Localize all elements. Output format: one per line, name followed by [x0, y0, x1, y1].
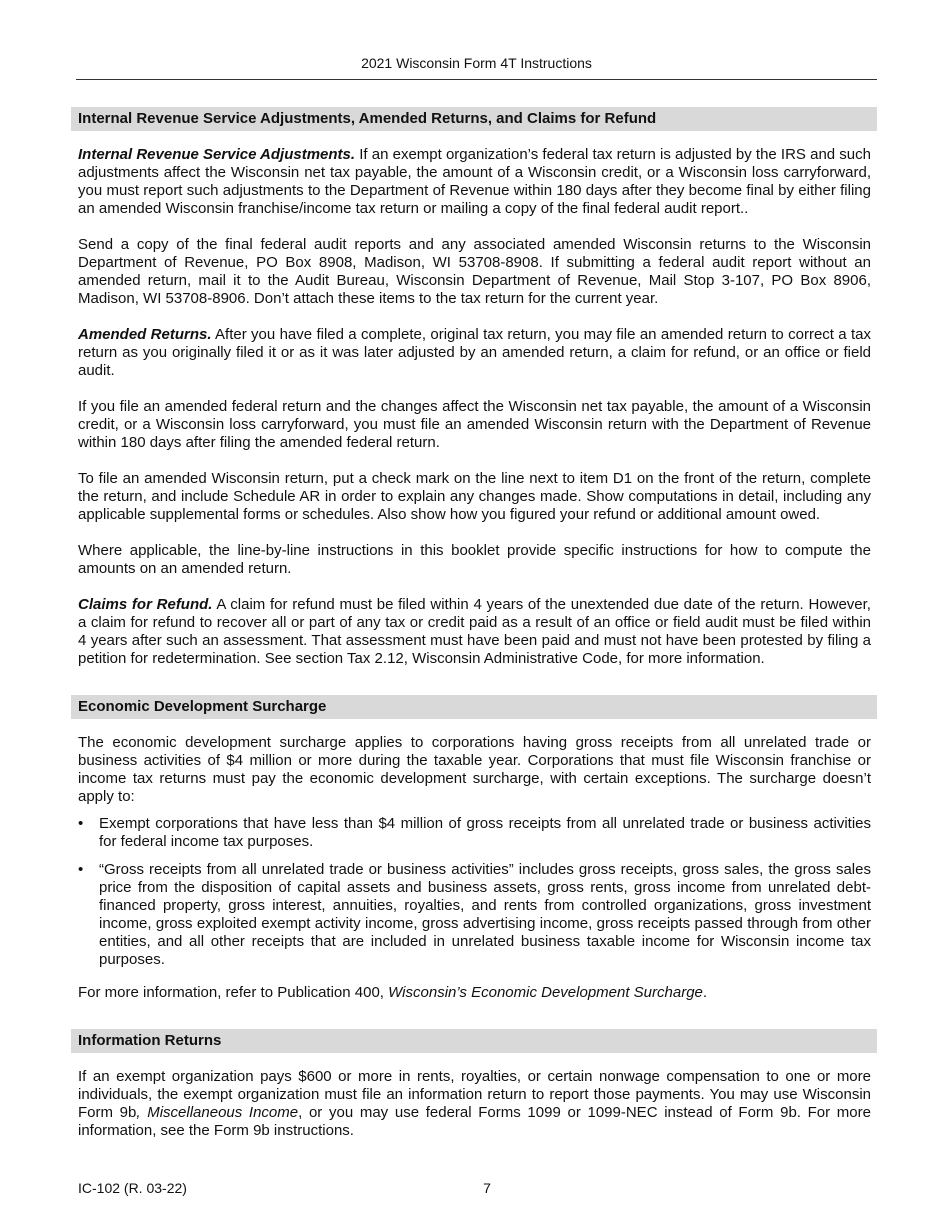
- paragraph-claims-refund: [71, 596, 877, 668]
- paragraph-where-applicable: Where applicable, the line-by-line instructions in this booklet provide specific instructions for how to compute the amounts on an amended return.: [78, 542, 871, 577]
- page-number: 7: [483, 1180, 491, 1196]
- publication-title: Wisconsin’s Economic Development Surcharge: [388, 984, 703, 1001]
- lead-claims-refund: Claims for Refund.: [78, 596, 213, 613]
- paragraph-eds-more-info: For more information, refer to Publication 400, Wisconsin’s Economic Development Surcharge.: [78, 984, 708, 1001]
- lead-amended-returns: Amended Returns.: [78, 326, 212, 343]
- form-title: Miscellaneous Income: [147, 1104, 299, 1121]
- text-irs-adjustments: If an exempt organization’s federal tax return is adjusted by the IRS and such adjustments affect the Wisconsin net tax payable, the amount of a Wisconsin credit, or a Wisconsin loss carryforward, you must report such adjustments to the Department of Revenue within 180 days after they become final by either filing an amended Wisconsin franchise/income tax return or mailing a copy of the final federal audit report..: [78, 146, 871, 217]
- paragraph-file-amended: To file an amended Wisconsin return, put a check mark on the line next to item D1 on the front of the return, complete the return, and include Schedule AR in order to explain any changes made. Show computations in detail, including any applicable supplemental forms or schedules. Also show how you figured your refund or additional amount owed.: [78, 470, 871, 523]
- paragraph-irs-adjustments: [71, 146, 877, 218]
- form-id: IC-102 (R. 03-22): [78, 1180, 187, 1196]
- text-claims-refund: A claim for refund must be filed within 4 years of the unextended due date of the return. However, a claim for refund to recover all or part of any tax or credit paid as a result of an office or field audit must be filed within 4 years after such an assessment. That assessment must have been paid and must not have been protested by filing a petition for redetermination. See section Tax 2.12, Wisconsin Administrative Code, for more information.: [78, 596, 871, 667]
- section-heading-eds: Economic Development Surcharge: [71, 695, 877, 719]
- section-heading-irs: Internal Revenue Service Adjustments, Amended Returns, and Claims for Refund: [71, 107, 877, 131]
- list-item: • Exempt corporations that have less than $4 million of gross receipts from all unrelated trade or business activities for federal income tax purposes.: [78, 815, 871, 850]
- lead-irs-adjustments: Internal Revenue Service Adjustments.: [78, 146, 356, 163]
- paragraph-eds-intro: The economic development surcharge applies to corporations having gross receipts from all unrelated trade or business activities of $4 million or more during the taxable year. Corporations that must file Wisconsin franchise or income tax returns must pay the economic development surcharge, with certain exceptions. The surcharge doesn’t apply to:: [78, 734, 871, 805]
- header-divider: [76, 79, 877, 80]
- paragraph-amended-returns: [71, 326, 877, 380]
- paragraph-amended-federal: If you file an amended federal return and the changes affect the Wisconsin net tax payable, the amount of a Wisconsin credit, or a Wisconsin loss carryforward, you must file an amended Wisconsin return with the Department of Revenue within 180 days after filing the amended federal return.: [78, 398, 871, 451]
- paragraph-send-copy: Send a copy of the final federal audit reports and any associated amended Wisconsin returns to the Wisconsin Department of Revenue, PO Box 8908, Madison, WI 53708-8908. If submitting a federal audit report without an amended return, mail it to the Audit Bureau, Wisconsin Department of Revenue, Mail Stop 3-107, PO Box 8906, Madison, WI 53708-8906. Don’t attach these items to the tax return for the current year.: [78, 236, 871, 307]
- bullet-marker: •: [78, 861, 84, 878]
- eds-bullet-list: [71, 815, 877, 969]
- page-content: [71, 107, 877, 1140]
- bullet-marker: •: [78, 815, 84, 832]
- section-heading-info-returns: Information Returns: [71, 1029, 877, 1053]
- list-item: • “Gross receipts from all unrelated trade or business activities” includes gross receipts, gross sales, the gross sales price from the disposition of capital assets and business assets, gross rents, gross income from unrelated debt-financed property, gross interest, annuities, royalties, and rents from controlled organizations, gross investment income, gross exploited exempt activity income, gross advertising income, gross receipts passed through from other entities, and all other receipts that are included in unrelated business taxable income for Wisconsin income tax purposes.: [78, 861, 871, 968]
- paragraph-info-returns: If an exempt organization pays $600 or more in rents, royalties, or certain nonwage compensation to one or more individuals, the exempt organization must file an information return to report those payments. You may use Wisconsin Form 9b, Miscellaneous Income, or you may use federal Forms 1099 or 1099-NEC instead of Form 9b. For more information, see the Form 9b instructions.: [78, 1068, 871, 1139]
- text-amended-returns: After you have filed a complete, original tax return, you may file an amended return to correct a tax return as you originally filed it or as it was later adjusted by an amended return, a claim for refund, or an office or field audit.: [78, 326, 871, 379]
- page-header: 2021 Wisconsin Form 4T Instructions: [361, 55, 592, 71]
